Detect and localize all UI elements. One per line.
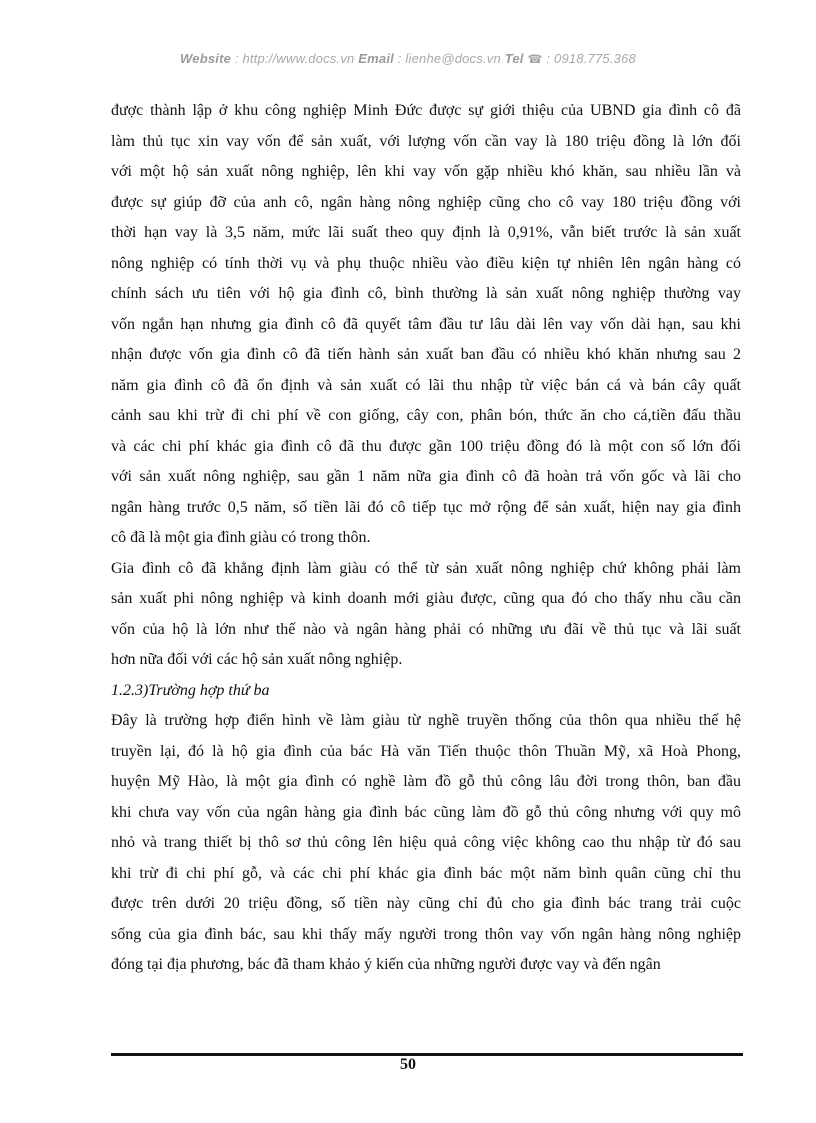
phone-icon: ☎ <box>527 52 543 66</box>
text-line: được trên dưới 20 triệu đồng, số tiền này cũng chỉ đủ cho gia đình bác trang trải cuộc <box>111 895 741 912</box>
text-line: chính sách ưu tiên với hộ gia đình cô, bình thường là sản xuất nông nghiệp thường vay <box>111 285 741 302</box>
text-line: nông nghiệp có tính thời vụ và phụ thuộc nhiều vào điều kiện tự nhiên lên ngân hàng có <box>111 254 741 272</box>
paragraph-2 <box>111 554 741 676</box>
text-line: huyện Mỹ Hào, là một gia đình có nghề làm đồ gỗ thủ công lâu đời trong thôn, ban đầu <box>111 773 741 790</box>
text-line: được thành lập ở khu công nghiệp Minh Đức được sự giới thiệu của UBND gia đình cô đã <box>111 102 741 119</box>
website-value: : http://www.docs.vn <box>231 51 359 66</box>
text-line: vốn của hộ là lớn như thế nào và ngân hàng phải có những ưu đãi về thủ tục và lãi suất <box>111 620 741 638</box>
website-label: Website <box>180 51 232 66</box>
email-label: Email <box>358 51 394 66</box>
text-line: vốn ngắn hạn nhưng gia đình cô đã quyết tâm đầu tư lâu dài lên vay vốn dài hạn, sau khi <box>111 315 741 333</box>
text-line: đóng tại địa phương, bác đã tham khảo ý kiến của những người được vay và đến ngân <box>111 956 661 973</box>
document-body <box>111 96 741 981</box>
text-line: làm thủ tục xin vay vốn để sản xuất, với lượng vốn cần vay là 180 triệu đồng là lớn đối <box>111 132 741 150</box>
page-header <box>0 51 816 66</box>
text-line: và các chi phí khác gia đình cô đã thu được gần 100 triệu đồng đó là một con số lớn đối <box>111 437 741 455</box>
paragraph-1 <box>111 96 741 554</box>
text-line: thời hạn vay là 3,5 năm, mức lãi suất theo quy định là 0,91%, vẫn biết trước là sản xuất <box>111 224 741 241</box>
text-line: năm gia đình cô đã ổn định và sản xuất có lãi thu nhập từ việc bán cá và bán cây quất <box>111 376 741 394</box>
text-line: nhận được vốn gia đình cô đã tiến hành sản xuất ban đầu có nhiều khó khăn nhưng sau 2 <box>111 346 741 363</box>
text-line: hơn nữa đối với các hộ sản xuất nông nghiệp. <box>111 651 403 668</box>
paragraph-3 <box>111 706 741 981</box>
text-line: được sự giúp đỡ của anh cô, ngân hàng nông nghiệp cũng cho cô vay 180 triệu đồng với <box>111 193 741 211</box>
text-line: ngân hàng trước 0,5 năm, số tiền lãi đó cô tiếp tục mở rộng để sản xuất, hiện nay gia đình <box>111 498 741 516</box>
section-heading: 1.2.3)Trường hợp thứ ba <box>111 681 270 699</box>
page-number: 50 <box>400 1056 416 1073</box>
text-line: cô đã là một gia đình giàu có trong thôn. <box>111 529 371 546</box>
text-line: với một hộ sản xuất nông nghiệp, lên khi vay vốn gặp nhiều khó khăn, sau nhiều lần và <box>111 163 741 180</box>
text-line: cảnh sau khi trừ đi chi phí về con giống, cây con, phân bón, thức ăn cho cá,tiền đấu thầu <box>111 407 741 424</box>
text-line: sản xuất phi nông nghiệp và kinh doanh mới giàu được, cũng qua đó cho thấy nhu cầu cần <box>111 590 741 607</box>
text-line: sống của gia đình bác, sau khi thấy mấy người trong thôn vay vốn ngân hàng nông nghiệp <box>111 925 741 943</box>
text-line: truyền lại, đó là hộ gia đình của bác Hà văn Tiến thuộc thôn Thuần Mỹ, xã Hoà Phong, <box>111 742 741 760</box>
text-line: với sản xuất nông nghiệp, sau gần 1 năm nữa gia đình cô đã hoàn trả vốn gốc và lãi cho <box>111 468 741 485</box>
text-line: khi chưa vay vốn của ngân hàng gia đình bác cũng làm đồ gỗ thủ công nhưng với quy mô <box>111 803 741 821</box>
tel-value: : 0918.775.368 <box>542 51 636 66</box>
text-line: Đây là trường hợp điển hình về làm giàu từ nghề truyền thống của thôn qua nhiều thế hệ <box>111 712 741 729</box>
text-line: Gia đình cô đã khẳng định làm giàu có thể từ sản xuất nông nghiệp chứ không phải làm <box>111 559 741 577</box>
text-line: khi trừ đi chi phí gỗ, và các chi phí khác gia đình bác một năm bình quân cũng chỉ thu <box>111 864 741 882</box>
tel-label: Tel <box>504 51 524 66</box>
email-value: : lienhe@docs.vn <box>393 51 505 66</box>
text-line: nhỏ và trang thiết bị thô sơ thủ công lên hiệu quả công việc không cao thu nhập từ đó sau <box>111 834 741 851</box>
